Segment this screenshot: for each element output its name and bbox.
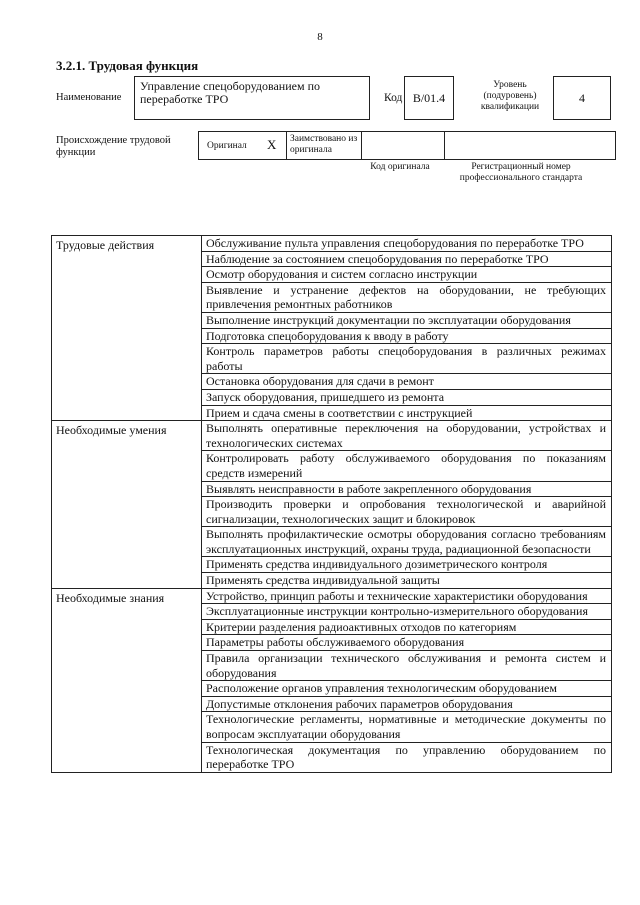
item-cell: Подготовка спецоборудования к вводу в работу	[202, 328, 612, 344]
origin-label: Происхождение трудовой функции	[56, 135, 171, 158]
item-cell: Осмотр оборудования и систем согласно инструкции	[202, 267, 612, 283]
item-cell: Обслуживание пульта управления спецоборудования по переработке ТРО	[202, 236, 612, 252]
table-row	[52, 421, 612, 451]
item-cell: Параметры работы обслуживаемого оборудования	[202, 635, 612, 651]
item-cell: Допустимые отклонения рабочих параметров оборудования	[202, 696, 612, 712]
code-value: B/01.4	[412, 90, 446, 105]
caption-original-code: Код оригинала	[370, 162, 430, 172]
origin-table	[198, 131, 616, 160]
item-cell: Применять средства индивидуальной защиты	[202, 573, 612, 589]
competency-table	[51, 235, 612, 773]
table-row	[52, 236, 612, 252]
level-value: 4	[579, 90, 585, 105]
item-cell: Запуск оборудования, пришедшего из ремонта	[202, 389, 612, 405]
origin-divider-3	[444, 131, 445, 160]
item-cell: Выполнять профилактические осмотры оборудования согласно требованиям эксплуатационных инструкций, охраны труда, радиационной безопасности	[202, 527, 612, 557]
item-cell: Прием и сдача смены в соответствии с инструкцией	[202, 405, 612, 421]
original-label: Оригинал	[207, 141, 247, 151]
item-cell: Контролировать работу обслуживаемого оборудования по показаниям средств измерений	[202, 451, 612, 481]
item-cell: Выявление и устранение дефектов на оборудовании, не требующих привлечения ремонтных работников	[202, 282, 612, 312]
code-label: Код	[384, 92, 403, 104]
category-cell: Необходимые умения	[52, 421, 202, 589]
item-cell: Применять средства индивидуального дозиметрического контроля	[202, 557, 612, 573]
name-value: Управление спецоборудованием по переработке ТРО	[140, 79, 320, 106]
caption-registration-number: Регистрационный номер профессионального стандарта	[459, 162, 583, 183]
category-cell: Трудовые действия	[52, 236, 202, 421]
item-cell: Выявлять неисправности в работе закрепленного оборудования	[202, 481, 612, 497]
item-cell: Критерии разделения радиоактивных отходов по категориям	[202, 619, 612, 635]
item-cell: Наблюдение за состоянием спецоборудования по переработке ТРО	[202, 251, 612, 267]
level-value-box	[553, 76, 611, 120]
origin-divider-2	[361, 131, 362, 160]
item-cell: Устройство, принцип работы и технические характеристики оборудования	[202, 588, 612, 604]
name-value-box	[134, 76, 370, 120]
level-label: Уровень (подуровень) квалификации	[480, 80, 540, 112]
page-number: 8	[317, 31, 323, 43]
code-value-box	[404, 76, 454, 120]
item-cell: Правила организации технического обслуживания и ремонта систем и оборудования	[202, 651, 612, 681]
category-cell: Необходимые знания	[52, 588, 202, 772]
origin-divider-1	[286, 131, 287, 160]
table-row	[52, 588, 612, 604]
item-cell: Контроль параметров работы спецоборудования в различных режимах работы	[202, 344, 612, 374]
borrowed-label: Заимствовано из оригинала	[290, 134, 358, 155]
original-mark: X	[267, 137, 277, 152]
item-cell: Остановка оборудования для сдачи в ремонт	[202, 374, 612, 390]
item-cell: Выполнять оперативные переключения на оборудовании, устройствах и технологических системах	[202, 421, 612, 451]
item-cell: Технологическая документация по управлению оборудованием по переработке ТРО	[202, 742, 612, 772]
item-cell: Расположение органов управления технологическим оборудованием	[202, 681, 612, 697]
item-cell: Производить проверки и опробования технологической и аварийной сигнализации, технологических защит и блокировок	[202, 497, 612, 527]
item-cell: Выполнение инструкций документации по эксплуатации оборудования	[202, 312, 612, 328]
item-cell: Технологические регламенты, нормативные и методические документы по вопросам эксплуатации оборудования	[202, 712, 612, 742]
name-label: Наименование	[56, 92, 122, 103]
section-title: 3.2.1. Трудовая функция	[56, 58, 199, 73]
item-cell: Эксплуатационные инструкции контрольно-измерительного оборудования	[202, 604, 612, 620]
